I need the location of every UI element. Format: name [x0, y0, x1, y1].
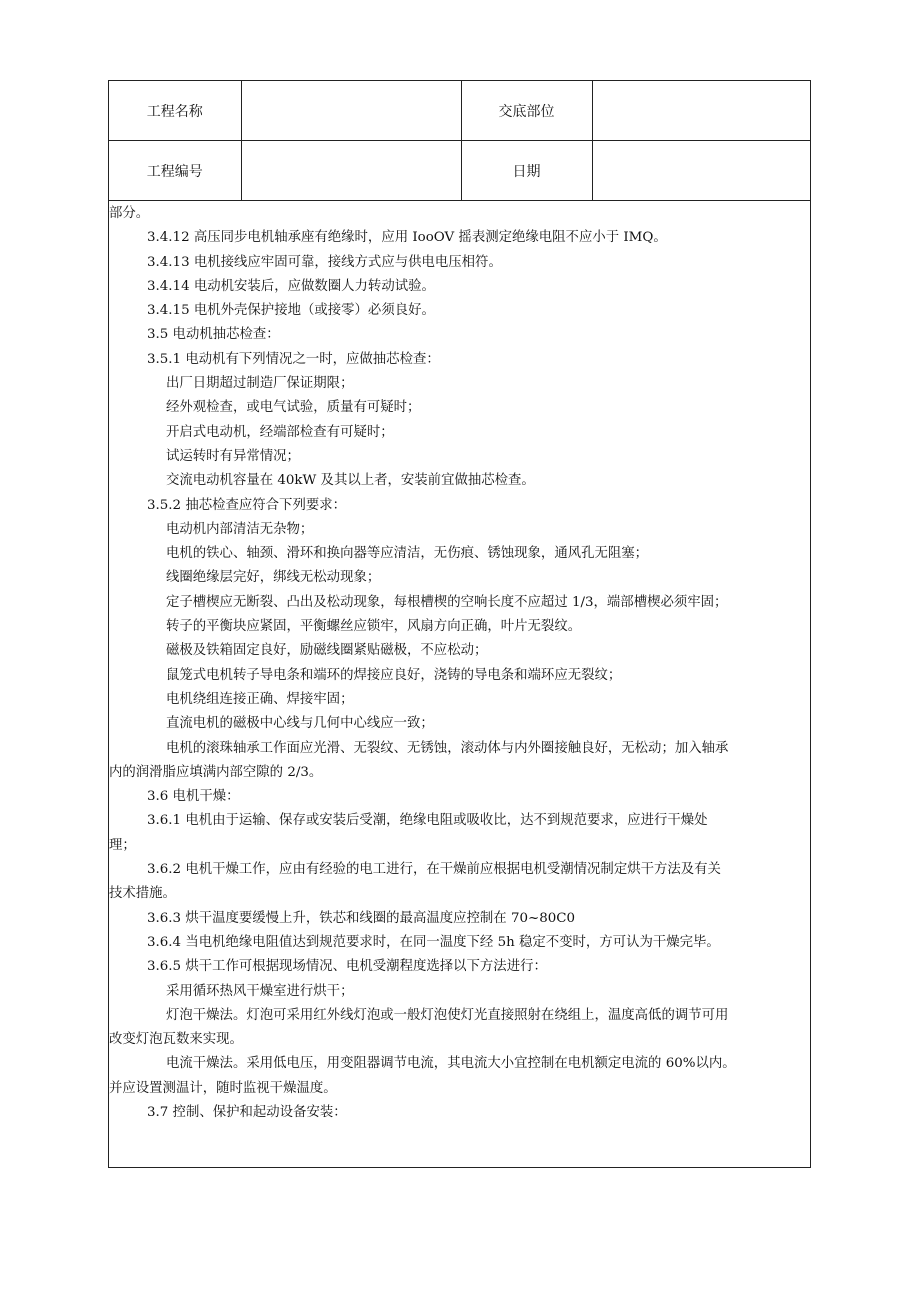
- list-item: 直流电机的磁极中心线与几何中心线应一致；: [166, 716, 434, 732]
- text-line: 3.6.4 当电机绝缘电阻值达到规范要求时，在同一温度下经 5h 稳定不变时，方可认为干燥完毕。: [147, 934, 720, 950]
- list-item: 试运转时有异常情况；: [166, 448, 300, 464]
- header-row-2: [109, 141, 810, 201]
- list-item: 灯泡干燥法。灯泡可采用红外线灯泡或一般灯泡使灯光直接照射在绕组上，温度高低的调节可用: [166, 1007, 729, 1023]
- text-line: 3.6.2 电机干燥工作，应由有经验的电工进行，在干燥前应根据电机受潮情况制定烘干方法及有关: [147, 862, 721, 878]
- list-item: 鼠笼式电机转子导电条和端环的焊接应良好，浇铸的导电条和端环应无裂纹；: [166, 667, 622, 683]
- list-item: 电机的滚珠轴承工作面应光滑、无裂纹、无锈蚀，滚动体与内外圈接触良好，无松动；加入轴承: [166, 740, 729, 756]
- text-line: 3.5.1 电动机有下列情况之一时，应做抽芯检查：: [147, 351, 440, 367]
- document-frame: [108, 80, 811, 1168]
- list-item: 电动机内部清洁无杂物；: [166, 521, 314, 537]
- text-line: 并应设置测温计，随时监视干燥温度。: [109, 1080, 337, 1096]
- date-label: 日期: [461, 141, 592, 201]
- list-item: 开启式电动机，经端部检查有可疑时；: [166, 424, 394, 440]
- text-line: 3.6.3 烘干温度要缓慢上升，铁芯和线圈的最高温度应控制在 70~80C0: [147, 910, 576, 926]
- text-line: 3.6.1 电机由于运输、保存或安装后受潮，绝缘电阻或吸收比，达不到规范要求，应进行干燥处: [147, 813, 708, 829]
- section-heading: 3.7 控制、保护和起动设备安装：: [147, 1104, 347, 1120]
- header-table: [109, 81, 810, 201]
- text-line: 3.4.13 电机接线应牢固可靠，接线方式应与供电电压相符。: [147, 254, 502, 270]
- list-item: 采用循环热风干燥室进行烘干；: [166, 983, 354, 999]
- text-line: 3.4.15 电机外壳保护接地（或接零）必须良好。: [147, 303, 435, 319]
- text-line: 内的润滑脂应填满内部空隙的 2/3。: [109, 764, 323, 780]
- list-item: 经外观检查，或电气试验，质量有可疑时；: [166, 400, 421, 416]
- list-item: 电机绕组连接正确、焊接牢固；: [166, 691, 354, 707]
- project-number-value: [241, 141, 461, 201]
- section-heading: 3.5 电动机抽芯检查：: [147, 327, 280, 343]
- date-value: [592, 141, 810, 201]
- text-line: 3.5.2 抽芯检查应符合下列要求：: [147, 497, 347, 513]
- text-line: 3.4.14 电动机安装后，应做数圈人力转动试验。: [147, 278, 435, 294]
- project-number-label: 工程编号: [109, 141, 241, 201]
- text-line: 3.4.12 高压同步电机轴承座有绝缘时，应用 IooOV 摇表测定绝缘电阻不应小于 IMQ。: [147, 230, 667, 246]
- text-line: 部分。: [109, 206, 150, 221]
- list-item: 电流干燥法。采用低电压，用变阻器调节电流，其电流大小宜控制在电机额定电流的 60%以内。: [166, 1056, 736, 1072]
- list-item: 交流电动机容量在 40kW 及其以上者，安装前宜做抽芯检查。: [166, 473, 535, 489]
- list-item: 转子的平衡块应紧固，平衡螺丝应锁牢，风扇方向正确，叶片无裂纹。: [166, 619, 582, 635]
- text-line: 理；: [109, 837, 136, 853]
- text-line: 3.6.5 烘干工作可根据现场情况、电机受潮程度选择以下方法进行：: [147, 959, 547, 975]
- list-item: 线圈绝缘层完好，绑线无松动现象；: [166, 570, 381, 586]
- project-name-label: 工程名称: [109, 81, 241, 141]
- list-item: 定子槽楔应无断裂、凸出及松动现象，每根槽楔的空响长度不应超过 1/3，端部槽楔必须牢固；: [166, 594, 728, 610]
- text-line: 改变灯泡瓦数来实现。: [109, 1032, 243, 1048]
- handover-part-label: 交底部位: [461, 81, 592, 141]
- handover-part-value: [592, 81, 810, 141]
- text-line: 技术措施。: [109, 886, 176, 902]
- list-item: 出厂日期超过制造厂保证期限；: [166, 376, 354, 392]
- section-heading: 3.6 电机干燥：: [147, 789, 240, 805]
- document-body: [109, 202, 810, 1125]
- project-name-value: [241, 81, 461, 141]
- header-row-1: [109, 81, 810, 141]
- list-item: 电机的铁心、轴颈、滑环和换向器等应清洁，无伤痕、锈蚀现象，通风孔无阻塞；: [166, 546, 649, 562]
- list-item: 磁极及铁箱固定良好，励磁线圈紧贴磁极，不应松动；: [166, 643, 488, 659]
